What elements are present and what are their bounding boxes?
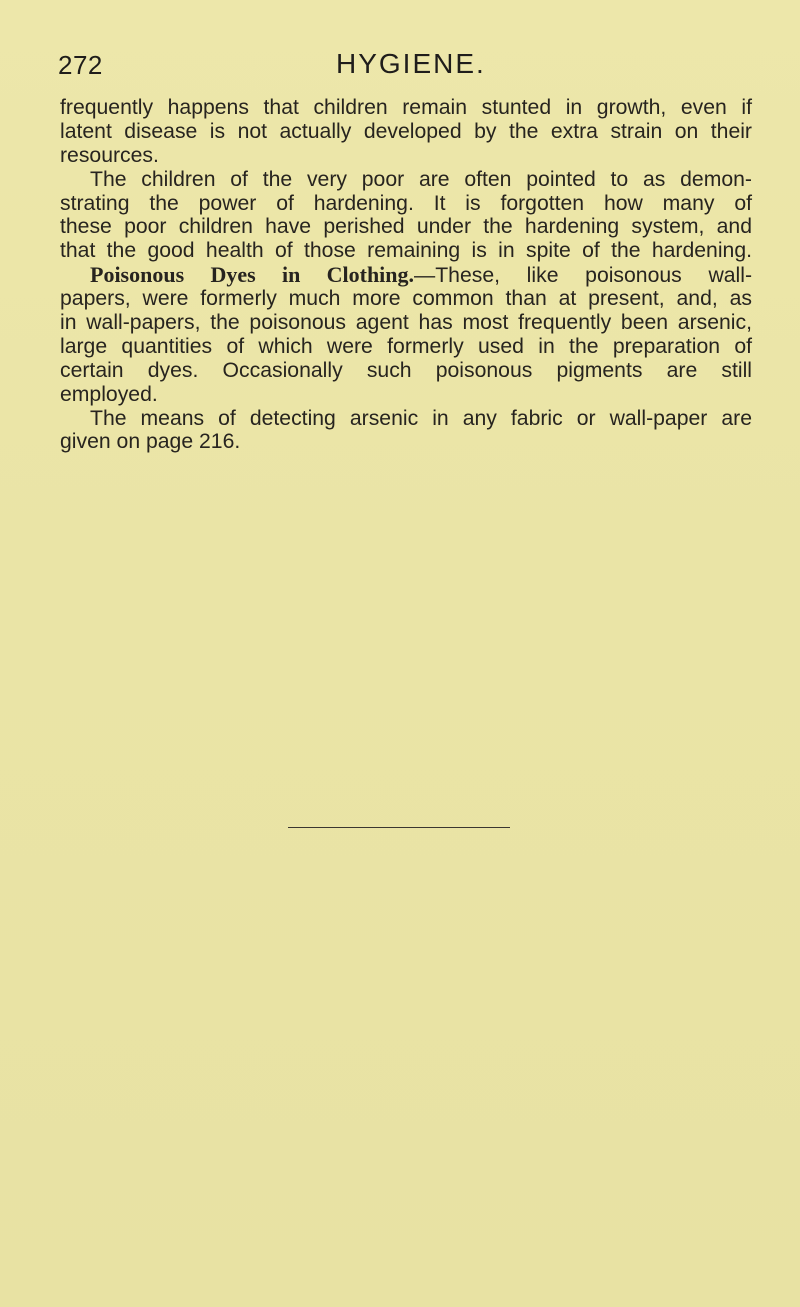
- section-divider-rule: [288, 827, 510, 828]
- text-line: these poor children have perished under the hardening system, and: [60, 215, 752, 239]
- text-line: in wall-papers, the poisonous agent has most frequently been arsenic,: [60, 311, 752, 335]
- text-line: given on page 216.: [60, 430, 241, 454]
- text-line: latent disease is not actually developed by the extra strain on their: [60, 119, 752, 143]
- text-line: papers, were formerly much more common than at present, and, as: [60, 287, 752, 311]
- text-line: frequently happens that children remain stunted in growth, even if: [60, 96, 752, 119]
- text-line: that the good health of those remaining is in spite of the hardening.: [60, 239, 752, 263]
- section-first-line: [60, 263, 752, 287]
- section-first-line-text: —These, like poisonous wall-: [414, 264, 752, 288]
- section-heading: Poisonous Dyes in Clothing.: [90, 262, 415, 288]
- text-line: resources.: [60, 143, 159, 167]
- text-line: The children of the very poor are often pointed to as demon-: [90, 167, 752, 191]
- text-line: certain dyes. Occasionally such poisonous pigments are still: [60, 358, 752, 382]
- text-line: The means of detecting arsenic in any fabric or wall-paper are: [90, 406, 752, 430]
- body-text: [60, 96, 752, 454]
- text-line: strating the power of hardening. It is forgotten how many of: [60, 191, 752, 215]
- running-head: [0, 46, 800, 86]
- page-number: 272: [58, 50, 103, 80]
- text-line: employed.: [60, 382, 158, 406]
- running-title: HYGIENE.: [336, 48, 486, 79]
- text-line: large quantities of which were formerly used in the preparation of: [60, 334, 752, 358]
